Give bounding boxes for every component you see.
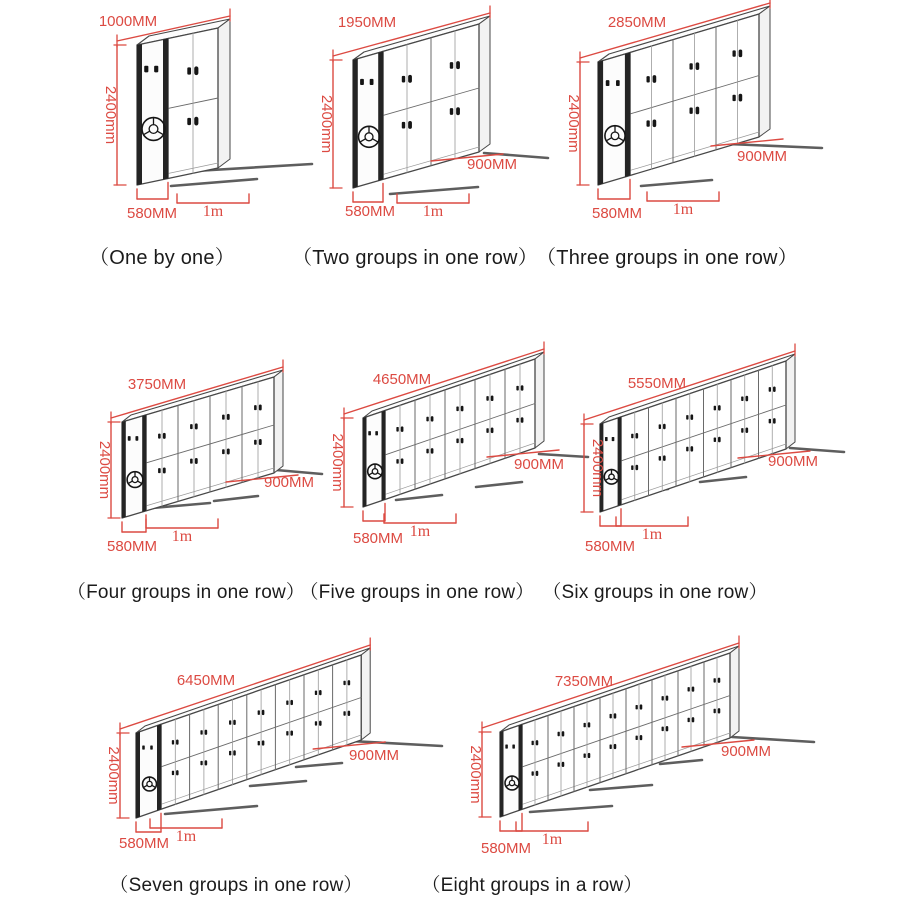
door-handle-right (691, 414, 694, 419)
unit-figure-5 (299, 342, 588, 603)
door-handle-right (431, 416, 434, 422)
door-handle-left (558, 732, 560, 736)
door-handle-right (348, 711, 351, 716)
door-handle-right (562, 762, 565, 767)
depth-dimension-label: 580MM (584, 538, 636, 555)
door-handle-right (746, 396, 749, 401)
unit-figure-7 (105, 638, 442, 896)
cabinet-end-face (786, 354, 795, 449)
panel-post-right (625, 53, 630, 178)
door-handle-right (746, 427, 749, 432)
aisle-dimension-label: 900MM (263, 474, 315, 491)
door-handle-left (158, 434, 161, 439)
door-handle-left (254, 405, 257, 410)
door-handle-left (187, 118, 191, 125)
door-handle-right (666, 726, 669, 731)
door-handle-left (689, 63, 692, 69)
door-handle-right (562, 731, 565, 736)
rail-dimension-label: 1m (171, 528, 193, 545)
door-handle-right (194, 66, 198, 75)
panel-post-right (618, 417, 621, 506)
door-handle-right (290, 700, 293, 705)
door-handle-left (631, 434, 633, 439)
panel-handle-icon (368, 431, 371, 435)
door-handle-right (319, 690, 322, 695)
height-dimension-label: 2400mm (565, 94, 582, 153)
door-handle-left (456, 438, 458, 443)
door-handle-right (461, 406, 464, 412)
door-handle-left (659, 456, 661, 461)
door-handle-left (200, 761, 202, 765)
aisle-dimension-label: 900MM (513, 456, 565, 473)
door-handle-left (686, 447, 688, 452)
floor-rail (214, 496, 258, 501)
floor-rail (590, 785, 652, 790)
panel-handle-icon (375, 431, 378, 435)
door-handle-right (536, 740, 539, 745)
door-handle-right (491, 395, 494, 401)
unit-caption: （Four groups in one row） (66, 582, 306, 603)
panel-handle-icon (505, 745, 508, 749)
door-handle-left (688, 718, 690, 722)
door-handle-left (636, 736, 638, 740)
door-handle-left (258, 710, 260, 714)
door-handle-left (190, 424, 193, 429)
door-handle-left (646, 76, 649, 82)
door-handle-left (769, 419, 771, 424)
door-handle-right (636, 433, 639, 438)
unit-caption: （Six groups in one row） (542, 582, 768, 603)
door-handle-right (401, 426, 404, 432)
door-handle-right (176, 740, 179, 745)
door-handle-left (714, 437, 716, 442)
door-handle-right (348, 680, 351, 685)
panel-post-left (136, 732, 140, 818)
cabinet-end-face (218, 19, 230, 168)
unit-figure-3 (536, 0, 822, 269)
door-handle-left (343, 681, 345, 685)
panel-post-right (382, 411, 386, 501)
door-handle-right (718, 405, 721, 410)
door-handle-right (456, 107, 460, 115)
panel-handle-icon (370, 79, 374, 85)
door-handle-right (718, 708, 721, 713)
door-handle-left (450, 62, 453, 69)
floor-rail (250, 781, 306, 786)
floor-rail (660, 760, 702, 764)
door-handle-left (714, 709, 716, 713)
unit-figure-4 (67, 360, 322, 603)
panel-handle-icon (616, 80, 620, 86)
door-handle-right (408, 75, 412, 83)
height-dimension-label: 2400mm (102, 85, 119, 145)
door-handle-left (229, 751, 231, 755)
door-handle-left (532, 741, 534, 745)
panel-post-right (378, 51, 383, 180)
door-handle-right (233, 720, 236, 725)
door-handle-right (262, 740, 265, 745)
door-handle-left (659, 424, 661, 429)
cabinet-end-face (759, 6, 770, 137)
rail-dimension-label: 1m (672, 201, 694, 218)
door-handle-right (653, 75, 657, 83)
aisle-dimension-label: 900MM (736, 148, 788, 165)
door-handle-left (172, 740, 174, 744)
height-dimension-label: 2400mm (329, 433, 346, 492)
aisle-dimension-label: 900MM (720, 743, 772, 760)
panel-post-right (142, 415, 146, 512)
height-dimension-label: 2400mm (589, 438, 606, 498)
width-dimension-label: 5550MM (627, 375, 687, 392)
door-handle-left (584, 723, 586, 727)
width-dimension-label: 4650MM (372, 371, 432, 388)
floor-rail (790, 448, 844, 452)
panel-post-right (519, 724, 523, 810)
panel-post-left (500, 731, 504, 817)
door-handle-left (254, 440, 257, 445)
door-handle-left (584, 753, 586, 757)
door-handle-left (286, 731, 288, 735)
door-handle-left (741, 396, 743, 401)
height-dimension-label: 2400mm (318, 94, 335, 154)
floor-rail (296, 763, 342, 767)
height-dimension-label: 2400mm (467, 745, 484, 804)
door-handle-right (640, 735, 643, 740)
panel-handle-icon (135, 436, 138, 441)
unit-caption: （Three groups in one row） (536, 247, 798, 269)
door-handle-right (666, 695, 669, 700)
width-dimension-label: 2850MM (607, 14, 667, 31)
panel-handle-icon (360, 79, 364, 85)
door-handle-left (610, 714, 612, 718)
door-handle-left (741, 428, 743, 433)
rail-dimension-label: 1m (175, 828, 197, 845)
rail-dimension-label: 1m (422, 203, 444, 220)
panel-post-left (363, 417, 367, 507)
door-handle-right (588, 722, 591, 727)
cabinet-end-face (479, 16, 490, 152)
cabinet-end-face (730, 646, 739, 738)
door-handle-right (163, 433, 166, 439)
depth-dimension-label: 580MM (118, 835, 170, 852)
door-handle-right (176, 770, 179, 775)
door-handle-left (732, 50, 735, 56)
door-handle-right (614, 713, 617, 718)
unit-figure-1 (89, 9, 312, 269)
door-handle-left (646, 120, 649, 126)
door-handle-right (456, 61, 460, 69)
door-handle-left (769, 387, 771, 392)
door-handle-left (450, 108, 453, 115)
door-handle-right (262, 710, 265, 715)
door-handle-left (732, 95, 735, 101)
door-handle-right (773, 386, 776, 391)
door-handle-right (663, 455, 666, 460)
door-handle-left (158, 468, 161, 473)
door-handle-left (610, 745, 612, 749)
height-dimension-label: 2400mm (105, 746, 122, 805)
aisle-dimension-label: 900MM (348, 747, 400, 764)
door-handle-left (516, 386, 518, 391)
panel-handle-icon (144, 66, 148, 73)
door-handle-right (521, 417, 524, 423)
door-handle-right (663, 424, 666, 429)
panel-handle-icon (612, 437, 615, 441)
door-handle-right (408, 121, 412, 129)
depth-dimension-label: 580MM (480, 840, 532, 857)
door-handle-right (521, 385, 524, 391)
unit-caption: （One by one） (89, 247, 235, 269)
door-handle-right (696, 62, 700, 70)
door-handle-right (739, 94, 743, 102)
door-handle-right (640, 704, 643, 709)
door-handle-left (456, 406, 458, 411)
door-handle-left (190, 459, 193, 464)
unit-caption: （Two groups in one row） (292, 247, 538, 269)
door-handle-left (396, 427, 398, 432)
panel-handle-icon (154, 66, 158, 73)
panel-post-left (122, 421, 126, 518)
door-handle-left (662, 727, 664, 731)
door-handle-right (194, 117, 198, 126)
door-handle-left (426, 449, 428, 454)
floor-rail (700, 477, 746, 482)
door-handle-right (205, 760, 208, 765)
door-handle-right (692, 687, 695, 692)
panel-post-left (598, 61, 603, 186)
rail-dimension-label: 1m (541, 831, 563, 848)
floor-rail (641, 180, 712, 186)
floor-rail (171, 179, 257, 186)
door-handle-left (200, 730, 202, 734)
depth-dimension-label: 580MM (591, 205, 643, 222)
door-handle-right (636, 465, 639, 470)
panel-post-left (137, 44, 142, 185)
door-handle-left (222, 449, 225, 454)
unit-caption: （Eight groups in a row） (421, 875, 643, 896)
door-handle-left (631, 465, 633, 470)
door-handle-left (258, 741, 260, 745)
door-handle-left (714, 678, 716, 682)
unit-caption: （Seven groups in one row） (109, 875, 363, 896)
door-handle-right (696, 107, 700, 115)
door-handle-left (172, 771, 174, 775)
door-handle-right (431, 448, 434, 454)
door-handle-right (401, 458, 404, 464)
door-handle-right (259, 404, 262, 410)
door-handle-left (396, 459, 398, 464)
depth-dimension-label: 580MM (106, 538, 158, 555)
panel-handle-icon (142, 746, 145, 750)
depth-dimension-label: 580MM (344, 203, 396, 220)
door-handle-left (558, 762, 560, 766)
door-handle-left (689, 108, 692, 114)
panel-handle-icon (128, 436, 131, 441)
door-handle-left (636, 705, 638, 709)
rail-dimension-label: 1m (641, 526, 663, 543)
door-handle-left (486, 428, 488, 433)
door-handle-left (532, 771, 534, 775)
door-handle-right (536, 771, 539, 776)
depth-dimension-label: 580MM (352, 530, 404, 547)
door-handle-left (402, 76, 405, 83)
door-handle-left (688, 687, 690, 691)
unit-figure-8 (421, 636, 814, 896)
width-dimension-label: 6450MM (176, 672, 236, 689)
door-handle-left (486, 396, 488, 401)
door-handle-left (714, 406, 716, 411)
depth-dimension-label: 580MM (126, 205, 178, 222)
unit-figure-2 (292, 6, 548, 269)
door-handle-right (195, 423, 198, 429)
door-handle-left (343, 711, 345, 715)
door-handle-right (319, 721, 322, 726)
door-handle-left (402, 122, 405, 129)
panel-handle-icon (606, 80, 610, 86)
unit-figure-6 (542, 344, 844, 603)
floor-rail (165, 806, 257, 814)
door-handle-left (315, 691, 317, 695)
height-dimension-label: 2400mm (96, 440, 113, 500)
panel-handle-icon (150, 746, 153, 750)
cabinet-end-face (361, 648, 370, 740)
aisle-dimension-label: 900MM (466, 156, 518, 173)
rail-dimension-label: 1m (409, 523, 431, 540)
door-handle-right (773, 418, 776, 423)
aisle-dimension-label: 900MM (767, 453, 819, 470)
door-handle-right (259, 439, 262, 445)
door-handle-right (290, 730, 293, 735)
door-handle-right (233, 750, 236, 755)
door-handle-right (692, 717, 695, 722)
width-dimension-label: 3750MM (127, 376, 187, 393)
width-dimension-label: 1000MM (98, 13, 158, 30)
door-handle-right (718, 678, 721, 683)
door-handle-right (718, 437, 721, 442)
door-handle-right (739, 50, 743, 58)
door-handle-left (187, 67, 191, 74)
door-handle-left (516, 418, 518, 423)
width-dimension-label: 1950MM (337, 14, 397, 31)
unit-caption: （Five groups in one row） (299, 582, 535, 603)
door-handle-right (205, 730, 208, 735)
floor-rail (396, 495, 442, 500)
panel-post-left (353, 59, 358, 188)
door-handle-right (491, 428, 494, 434)
floor-rail (530, 806, 612, 812)
door-handle-right (653, 119, 657, 127)
door-handle-right (195, 458, 198, 464)
door-handle-right (691, 446, 694, 451)
door-handle-left (662, 696, 664, 700)
door-handle-right (227, 414, 230, 420)
door-handle-right (614, 744, 617, 749)
panel-post-right (157, 724, 161, 810)
door-handle-right (163, 467, 166, 473)
panel-handle-icon (512, 745, 515, 749)
floor-rail (476, 482, 522, 487)
panel-post-right (163, 39, 168, 180)
door-handle-left (222, 415, 225, 420)
floor-rail (390, 187, 478, 194)
door-handle-left (315, 721, 317, 725)
width-dimension-label: 7350MM (554, 673, 614, 690)
door-handle-left (229, 720, 231, 724)
rail-dimension-label: 1m (202, 203, 224, 220)
door-handle-left (286, 701, 288, 705)
cabinet-end-face (535, 352, 544, 448)
door-handle-right (227, 448, 230, 454)
door-handle-right (588, 753, 591, 758)
door-handle-left (686, 415, 688, 420)
cabinet-end-face (274, 370, 283, 473)
door-handle-right (461, 438, 464, 444)
door-handle-left (426, 417, 428, 422)
